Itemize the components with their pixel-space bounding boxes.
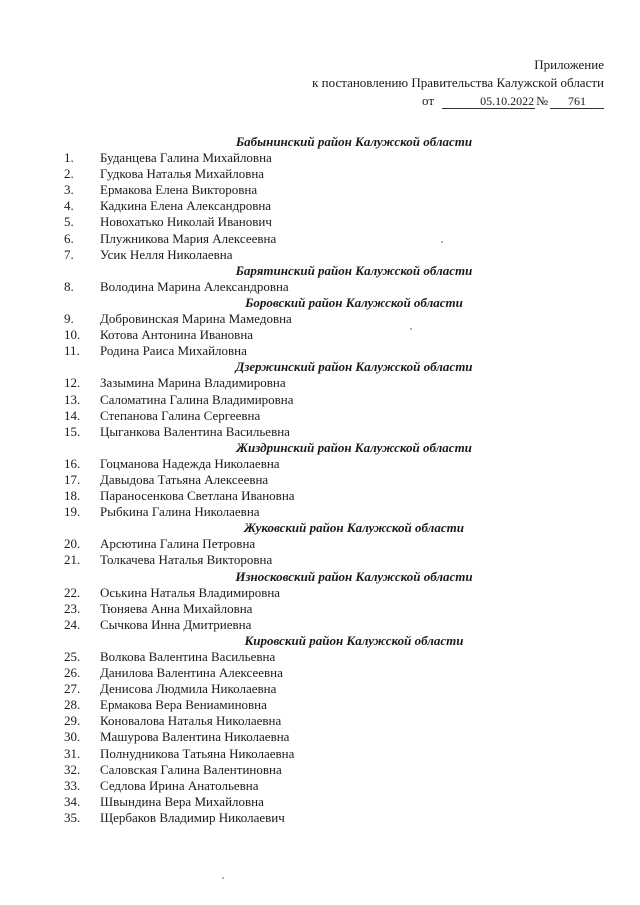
item-number: 26.: [64, 665, 81, 681]
person-name: Сычкова Инна Дмитриевна: [100, 616, 252, 632]
item-number: 35.: [64, 809, 81, 825]
list-item: [64, 697, 584, 713]
scan-speck: [441, 241, 443, 243]
list-item: [64, 375, 584, 391]
item-number: 6.: [64, 230, 74, 246]
item-number: 31.: [64, 745, 81, 761]
district-heading: Бабынинский район Калужской области: [235, 134, 473, 149]
person-name: Оськина Наталья Владимировна: [100, 584, 281, 600]
person-name: Полнудникова Татьяна Николаевна: [100, 745, 295, 761]
item-number: 21.: [64, 552, 81, 568]
list-item: [64, 247, 584, 263]
date-label: от: [422, 93, 435, 108]
list-item: [64, 343, 584, 359]
person-name: Степанова Галина Сергеевна: [100, 407, 261, 423]
list-item: [64, 585, 584, 601]
item-number: 33.: [64, 777, 81, 793]
person-name: Коновалова Наталья Николаевна: [100, 713, 282, 729]
item-number: 30.: [64, 729, 81, 745]
list-item: [64, 279, 584, 295]
person-name: Давыдова Татьяна Алексеевна: [100, 471, 269, 487]
list-item: [64, 327, 584, 343]
item-number: 2.: [64, 166, 74, 182]
person-name: Рыбкина Галина Николаевна: [100, 504, 260, 520]
document-header: [312, 56, 604, 110]
list-item: [64, 424, 584, 440]
item-number: 14.: [64, 407, 81, 423]
list-item: [64, 214, 584, 230]
number-label: №: [536, 94, 548, 108]
item-number: 20.: [64, 536, 81, 552]
person-name: Цыганкова Валентина Васильевна: [100, 423, 290, 439]
item-number: 34.: [64, 793, 81, 809]
list-item: [64, 231, 584, 247]
date-number-row: [312, 92, 604, 110]
district-heading: Боровский район Калужской области: [245, 294, 463, 310]
person-name: Плужникова Мария Алексеевна: [100, 230, 277, 246]
list-item: [64, 665, 584, 681]
list-item: [64, 166, 584, 182]
person-name: Параносенкова Светлана Ивановна: [100, 488, 295, 504]
item-number: 10.: [64, 327, 81, 343]
person-name: Гудкова Наталья Михайловна: [100, 166, 265, 182]
person-name: Усик Нелля Николаевна: [100, 246, 233, 262]
person-name: Зазымина Марина Владимировна: [100, 375, 286, 391]
person-name: Волкова Валентина Васильевна: [100, 649, 276, 664]
scan-speck: [410, 328, 412, 330]
person-name: Машурова Валентина Николаевна: [100, 729, 290, 745]
person-name: Володина Марина Александровна: [100, 278, 289, 294]
person-name: Денисова Людмила Николаевна: [100, 681, 277, 697]
list-item: [64, 713, 584, 729]
item-number: 3.: [64, 182, 74, 198]
people-list: [64, 134, 584, 826]
item-number: 9.: [64, 311, 74, 327]
list-item: [64, 488, 584, 504]
person-name: Толкачева Наталья Викторовна: [100, 552, 273, 568]
person-name: Данилова Валентина Алексеевна: [100, 665, 283, 681]
person-name: Саломатина Галина Владимировна: [100, 391, 294, 407]
item-number: 7.: [64, 246, 74, 262]
item-number: 22.: [64, 584, 81, 600]
list-item: [64, 198, 584, 214]
district-heading: Жуковский район Калужской области: [244, 520, 464, 536]
item-number: 25.: [64, 649, 81, 664]
item-number: 17.: [64, 471, 81, 487]
item-number: 16.: [64, 455, 81, 471]
district-heading: Кировский район Калужской области: [244, 632, 464, 648]
item-number: 13.: [64, 391, 81, 407]
item-number: 19.: [64, 504, 81, 520]
scan-speck: [222, 877, 224, 879]
list-item: [64, 681, 584, 697]
item-number: 12.: [64, 375, 81, 391]
list-item: [64, 182, 584, 198]
item-number: 8.: [64, 278, 74, 294]
list-item: [64, 472, 584, 488]
list-item: [64, 778, 584, 794]
list-item: [64, 729, 584, 745]
list-item: [64, 746, 584, 762]
list-item: [64, 150, 584, 166]
district-heading: Жиздринский район Калужской области: [236, 439, 472, 455]
person-name: Тюняева Анна Михайловна: [100, 600, 253, 616]
person-name: Котова Антонина Ивановна: [100, 327, 254, 343]
person-name: Саловская Галина Валентиновна: [100, 761, 282, 777]
person-name: Новохатько Николай Иванович: [100, 214, 272, 230]
appendix-title: Приложение: [534, 57, 604, 72]
list-item: [64, 392, 584, 408]
item-number: 24.: [64, 616, 81, 632]
person-name: Арсютина Галина Петровна: [100, 536, 256, 552]
item-number: 32.: [64, 761, 81, 777]
list-item: [64, 552, 584, 568]
list-item: [64, 536, 584, 552]
person-name: Буданцева Галина Михайловна: [100, 150, 272, 166]
list-item: [64, 504, 584, 520]
person-name: Родина Раиса Михайловна: [100, 343, 247, 359]
person-name: Гоцманова Надежда Николаевна: [100, 455, 280, 471]
district-heading: Барятинский район Калужской области: [235, 262, 473, 278]
list-item: [64, 311, 584, 327]
item-number: 5.: [64, 214, 74, 230]
person-name: Ермакова Елена Викторовна: [100, 182, 258, 198]
list-item: [64, 408, 584, 424]
list-item: [64, 810, 584, 826]
person-name: Седлова Ирина Анатольевна: [100, 777, 259, 793]
item-number: 29.: [64, 713, 81, 729]
district-heading: Дзержинский район Калужской области: [235, 359, 473, 375]
item-number: 1.: [64, 150, 74, 166]
list-item: [64, 794, 584, 810]
list-item: [64, 762, 584, 778]
list-item: [64, 617, 584, 633]
item-number: 28.: [64, 697, 81, 713]
person-name: Добровинская Марина Мамедовна: [100, 311, 292, 327]
item-number: 27.: [64, 681, 81, 697]
person-name: Швындина Вера Михайловна: [100, 793, 264, 809]
item-number: 4.: [64, 198, 74, 214]
number-value: 761: [550, 94, 604, 109]
list-item: [64, 649, 584, 665]
item-number: 18.: [64, 488, 81, 504]
date-value: 05.10.2022: [442, 94, 535, 109]
person-name: Кадкина Елена Александровна: [100, 198, 272, 214]
item-number: 23.: [64, 600, 81, 616]
person-name: Щербаков Владимир Николаевич: [100, 809, 285, 825]
district-heading: Износковский район Калужской области: [235, 568, 473, 584]
item-number: 15.: [64, 423, 81, 439]
person-name: Ермакова Вера Вениаминовна: [100, 697, 267, 713]
list-item: [64, 456, 584, 472]
resolution-reference: к постановлению Правительства Калужской области: [312, 75, 604, 90]
item-number: 11.: [64, 343, 80, 359]
list-item: [64, 601, 584, 617]
